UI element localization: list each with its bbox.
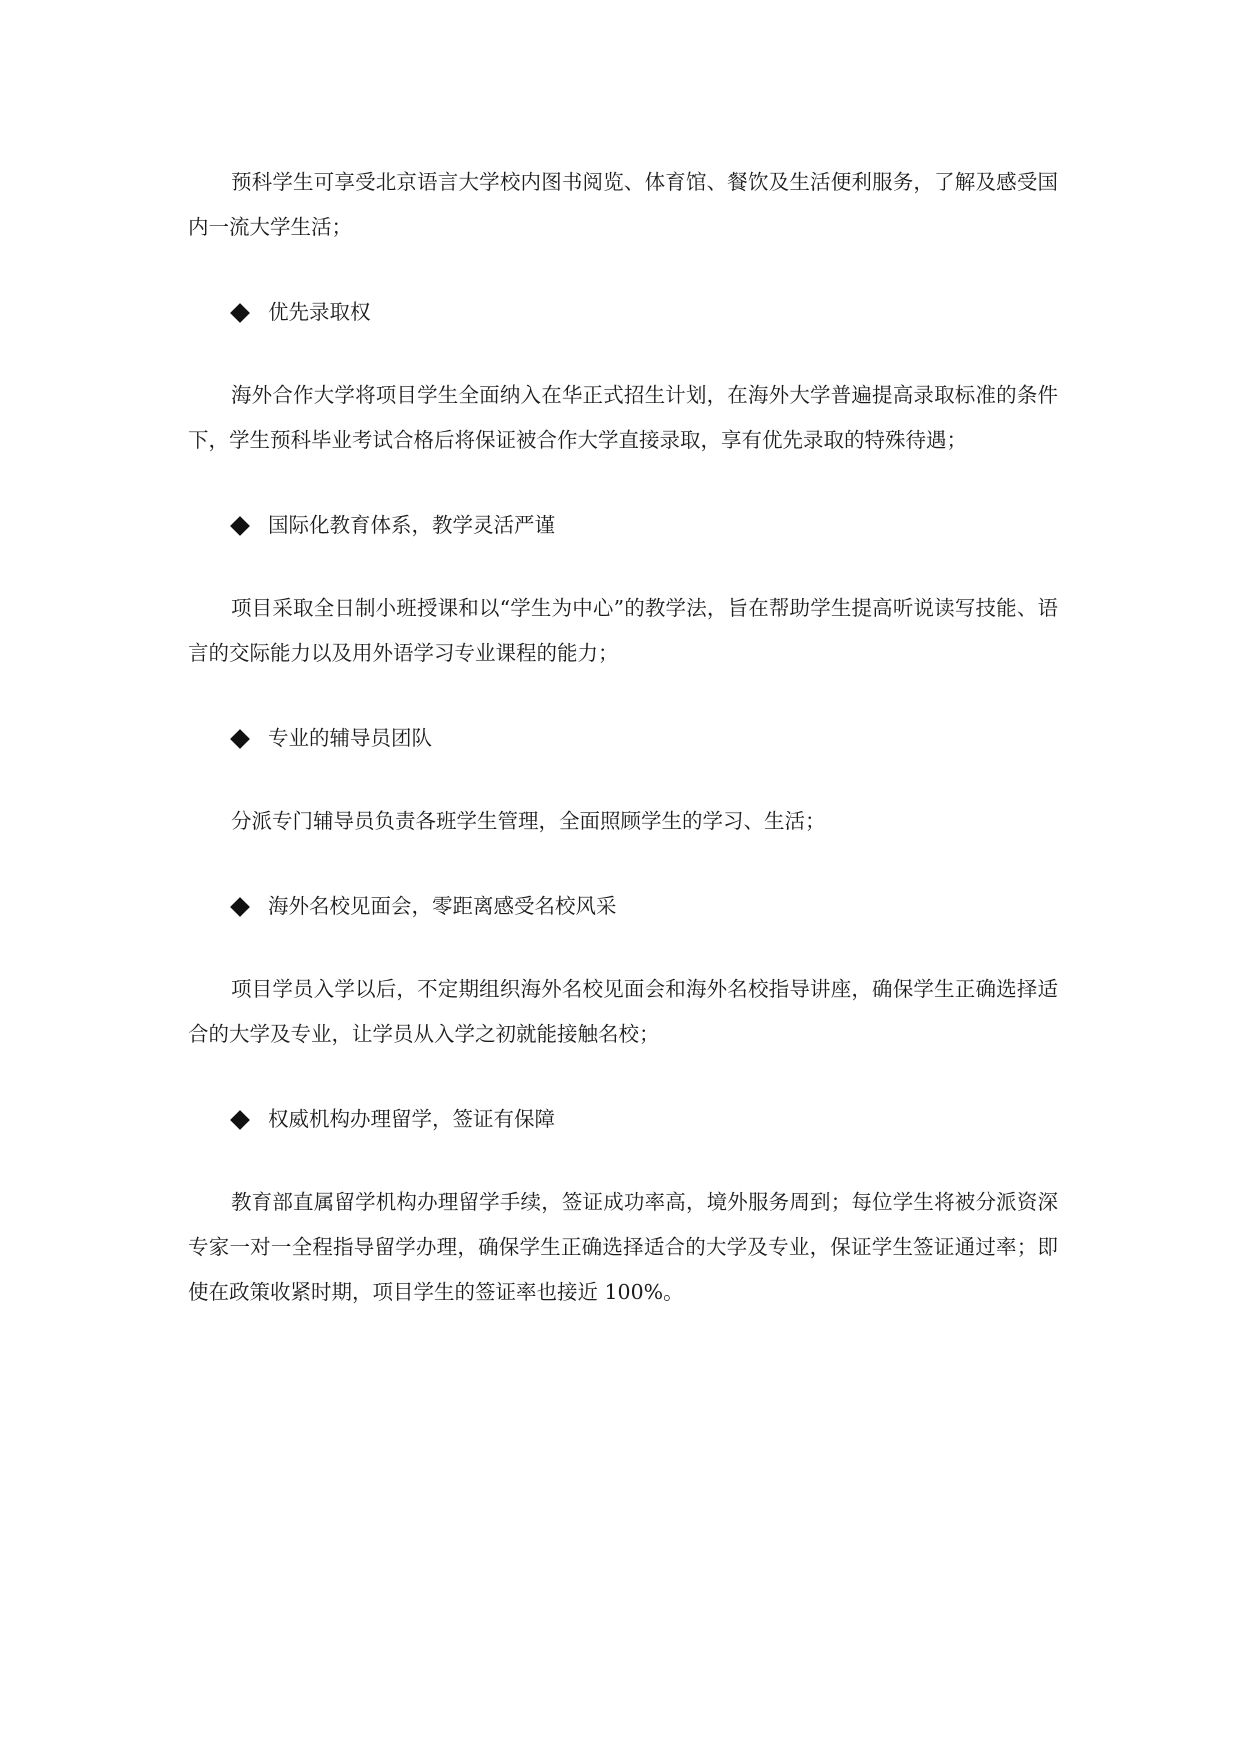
- bullet-visa-guarantee: [188, 1097, 1058, 1142]
- paragraph-priority-admission: 海外合作大学将项目学生全面纳入在华正式招生计划，在海外大学普遍提高录取标准的条件下，学生预科毕业考试合格后将保证被合作大学直接录取，享有优先录取的特殊待遇；: [188, 383, 1058, 452]
- diamond-bullet-icon: [230, 729, 250, 749]
- paragraph-counselor-team: 分派专门辅导员负责各班学生管理，全面照顾学生的学习、生活；: [231, 809, 826, 833]
- diamond-bullet-icon: [230, 303, 250, 323]
- paragraph-teaching-method: 项目采取全日制小班授课和以“学生为中心”的教学法，旨在帮助学生提高听说读写技能、语言的交际能力以及用外语学习专业课程的能力；: [188, 596, 1058, 665]
- diamond-bullet-icon: [230, 897, 250, 917]
- diamond-bullet-icon: [230, 516, 250, 536]
- bullet-heading: 海外名校见面会，零距离感受名校风采: [268, 894, 617, 918]
- bullet-heading: 专业的辅导员团队: [268, 726, 432, 750]
- document-body: [188, 160, 1058, 1315]
- bullet-international-education: [188, 503, 1058, 548]
- bullet-heading: 优先录取权: [268, 300, 371, 324]
- bullet-heading: 权威机构办理留学，签证有保障: [268, 1107, 555, 1131]
- bullet-heading: 国际化教育体系，教学灵活严谨: [268, 513, 555, 537]
- bullet-priority-admission: [188, 290, 1058, 335]
- bullet-university-meetings: [188, 884, 1058, 929]
- paragraph-visa-guarantee: 教育部直属留学机构办理留学手续，签证成功率高，境外服务周到；每位学生将被分派资深专家一对一全程指导留学办理，确保学生正确选择适合的大学及专业，保证学生签证通过率；即使在政策收紧时期，项目学生的签证率也接近 100%。: [188, 1190, 1058, 1304]
- paragraph-campus-services: 预科学生可享受北京语言大学校内图书阅览、体育馆、餐饮及生活便利服务，了解及感受国内一流大学生活；: [188, 170, 1058, 239]
- paragraph-university-meetings: 项目学员入学以后，不定期组织海外名校见面会和海外名校指导讲座，确保学生正确选择适合的大学及专业，让学员从入学之初就能接触名校；: [188, 977, 1058, 1046]
- bullet-counselor-team: [188, 716, 1058, 761]
- diamond-bullet-icon: [230, 1110, 250, 1130]
